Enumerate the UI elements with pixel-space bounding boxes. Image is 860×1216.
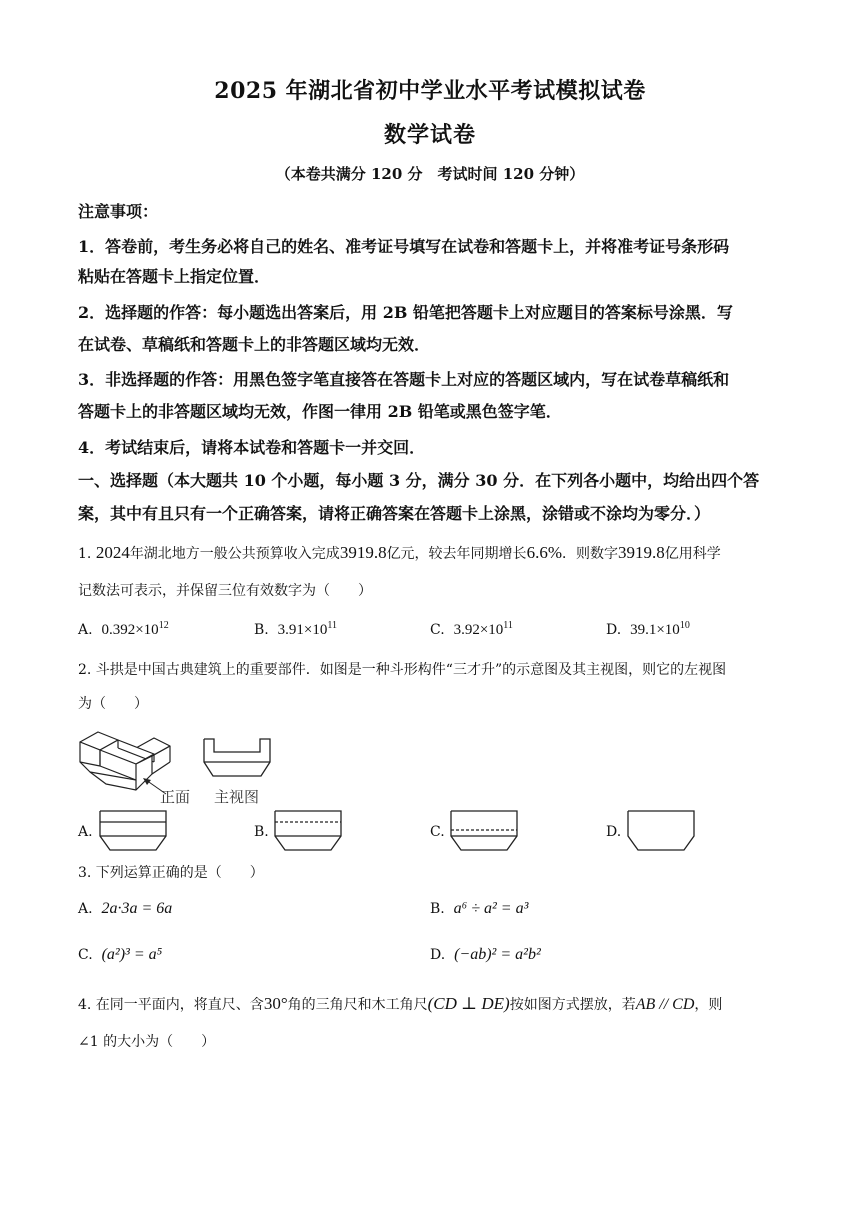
q3-stem: 3. 下列运算正确的是（ ） bbox=[78, 865, 264, 881]
q3-option-c[interactable]: C. (a²)³ = a⁵ bbox=[78, 946, 163, 963]
exam-title: 2025 年湖北省初中学业水平考试模拟试卷 bbox=[214, 78, 646, 104]
q2-option-d-label[interactable]: D. bbox=[606, 824, 622, 840]
notes-line: 答题卡上的非答题区域均无效，作图一律用 2B 铅笔或黑色签字笔． bbox=[78, 402, 562, 421]
notes-line: 1．答卷前，考生务必将自己的姓名、准考证号填写在试卷和答题卡上，并将准考证号条形码 bbox=[78, 237, 730, 256]
q2-option-b-figure[interactable] bbox=[274, 810, 342, 852]
q2-option-c-figure[interactable] bbox=[450, 810, 518, 852]
main-view-figure bbox=[203, 738, 271, 778]
label-front: 正面 bbox=[160, 788, 191, 806]
q2-option-c-label[interactable]: C. bbox=[430, 824, 445, 840]
section-heading: 案，其中有且只有一个正确答案，请将正确答案在答题卡上涂黑，涂错或不涂均为零分．） bbox=[78, 504, 711, 523]
q1-option-b[interactable]: B. $3.91\times 10^{11}$ bbox=[254, 620, 338, 638]
exam-subtitle: 数学试卷 bbox=[383, 122, 476, 148]
notes-line: 在试卷、草稿纸和答题卡上的非答题区域均无效． bbox=[78, 335, 431, 354]
q1-stem-line2: 记数法可表示，并保留三位有效数字为（ ） bbox=[78, 583, 372, 599]
notes-line: 2．选择题的作答：每小题选出答案后，用 2B 铅笔把答题卡上对应题目的答案标号涂黑．写 bbox=[78, 303, 733, 322]
q3-option-a[interactable]: A. 2a·3a = 6a bbox=[78, 900, 173, 917]
notes-heading: 注意事项： bbox=[78, 202, 159, 221]
q3-option-d[interactable]: D. (−ab)² = a²b² bbox=[430, 946, 541, 963]
q2-option-b-label[interactable]: B. bbox=[254, 824, 269, 840]
notes-line: 粘贴在答题卡上指定位置． bbox=[78, 267, 271, 286]
q2-stem: 2. 斗拱是中国古典建筑上的重要部件．如图是一种斗形构件“三才升”的示意图及其主视图，则它的左视图 bbox=[78, 662, 727, 678]
q2-option-a-label[interactable]: A. bbox=[78, 824, 93, 840]
exam-info: （本卷共满分 120 分 考试时间 120 分钟） bbox=[275, 165, 585, 183]
q2-option-a-figure[interactable] bbox=[99, 810, 167, 852]
q4-stem: 4. 在同一平面内，将直尺、含30°角的三角尺和木工角尺(CD ⊥ DE)按如图方式摆放，若AB // CD，则 bbox=[78, 994, 723, 1013]
q1-option-a[interactable]: A. $0.392\times 10^{12}$ bbox=[78, 620, 169, 638]
section-heading: 一、选择题（本大题共 10 个小题，每小题 3 分，满分 30 分．在下列各小题中，均给出四个答 bbox=[78, 471, 760, 490]
notes-line: 4．考试结束后，请将本试卷和答题卡一并交回． bbox=[78, 438, 426, 457]
q2-stem-line2: 为（ ） bbox=[78, 696, 148, 712]
q1-option-c[interactable]: C. $3.92\times 10^{11}$ bbox=[430, 620, 513, 638]
q2-option-d-figure[interactable] bbox=[627, 810, 695, 852]
q4-stem-line2: ∠1 的大小为（ ） bbox=[78, 1034, 216, 1050]
q1-option-d[interactable]: D. $39.1\times 10^{10}$ bbox=[606, 620, 690, 638]
notes-line: 3．非选择题的作答：用黑色签字笔直接答在答题卡上对应的答题区域内，写在试卷草稿纸和 bbox=[78, 370, 730, 389]
q1-stem: 1. 2024年湖北地方一般公共预算收入完成3919.8亿元，较去年同期增长6.6%．则数字3919.8亿用科学 bbox=[78, 543, 721, 562]
label-main-view: 主视图 bbox=[214, 788, 260, 806]
q3-option-b[interactable]: B. a⁶ ÷ a² = a³ bbox=[430, 900, 529, 917]
